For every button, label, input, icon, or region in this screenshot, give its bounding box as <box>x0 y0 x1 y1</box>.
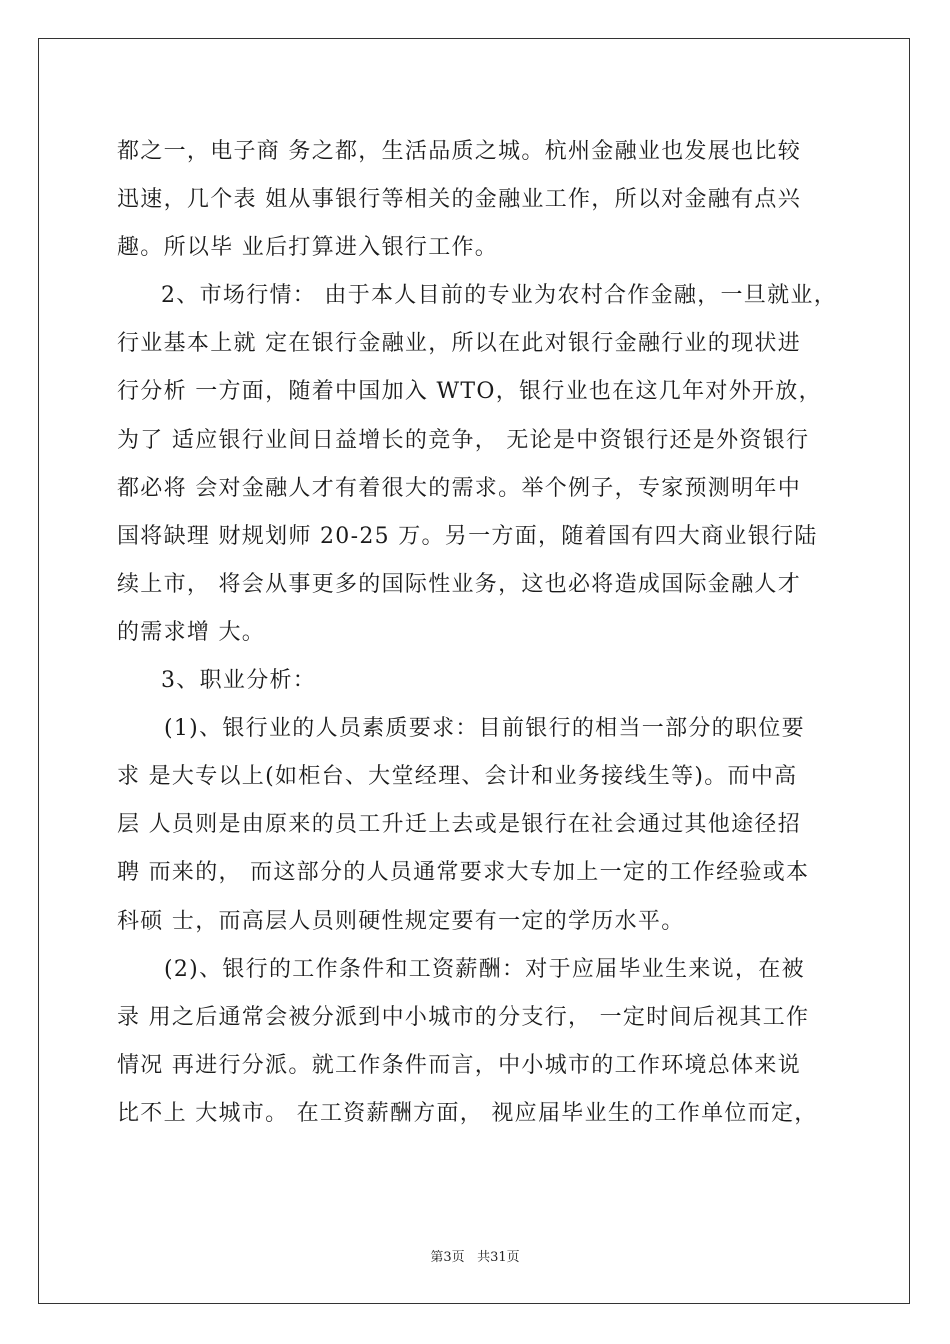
section-heading-career: 3、职业分析： <box>161 668 317 694</box>
body-line: 趣。所以毕 业后打算进入银行工作。 <box>117 235 499 261</box>
body-line: 聘 而来的， 而这部分的人员通常要求大专加上一定的工作经验或本 <box>117 860 810 886</box>
body-line: 的需求增 大。 <box>117 619 266 645</box>
body-line: 迅速，几个表 姐从事银行等相关的金融业工作，所以对金融有点兴 <box>117 187 801 213</box>
body-line: 行分析 一方面，随着中国加入 WTO，银行业也在这几年对外开放， <box>117 379 822 405</box>
body-line: 比不上 大城市。 在工资薪酬方面， 视应届毕业生的工作单位而定， <box>117 1100 818 1126</box>
body-line: 国将缺理 财规划师 20-25 万。另一方面，随着国有四大商业银行陆 <box>117 523 818 549</box>
page-footer <box>0 1246 950 1265</box>
body-line: 录 用之后通常会被分派到中小城市的分支行， 一定时间后视其工作 <box>117 1004 810 1030</box>
subsection-conditions: (2)、银行的工作条件和工资薪酬：对于应届毕业生来说，在被 <box>164 956 805 982</box>
body-line: 求 是大专以上(如柜台、大堂经理、会计和业务接线生等)。而中高 <box>117 764 798 790</box>
document-body <box>117 128 847 1138</box>
body-line: 科硕 士，而高层人员则硬性规定要有一定的学历水平。 <box>117 908 685 934</box>
section-heading-market: 2、市场行情： 由于本人目前的专业为农村合作金融，一旦就业， <box>161 283 837 309</box>
body-line: 续上市， 将会从事更多的国际性业务，这也必将造成国际金融人才 <box>117 571 801 597</box>
body-line: 层 人员则是由原来的员工升迁上去或是银行在社会通过其他途径招 <box>117 812 801 838</box>
body-line: 行业基本上就 定在银行金融业，所以在此对银行金融行业的现状进 <box>117 331 801 357</box>
page-total: 共31页 <box>477 1250 520 1265</box>
body-line: 情况 再进行分派。就工作条件而言，中小城市的工作环境总体来说 <box>117 1052 801 1078</box>
page-number: 第3页 <box>430 1250 465 1265</box>
body-line: 都必将 会对金融人才有着很大的需求。举个例子，专家预测明年中 <box>117 475 801 501</box>
body-line: 都之一，电子商 务之都，生活品质之城。杭州金融业也发展也比较 <box>117 139 801 164</box>
body-line: 为了 适应银行业间日益增长的竞争， 无论是中资银行还是外资银行 <box>117 427 810 453</box>
subsection-requirements: (1)、银行业的人员素质要求：目前银行的相当一部分的职位要 <box>164 716 805 742</box>
